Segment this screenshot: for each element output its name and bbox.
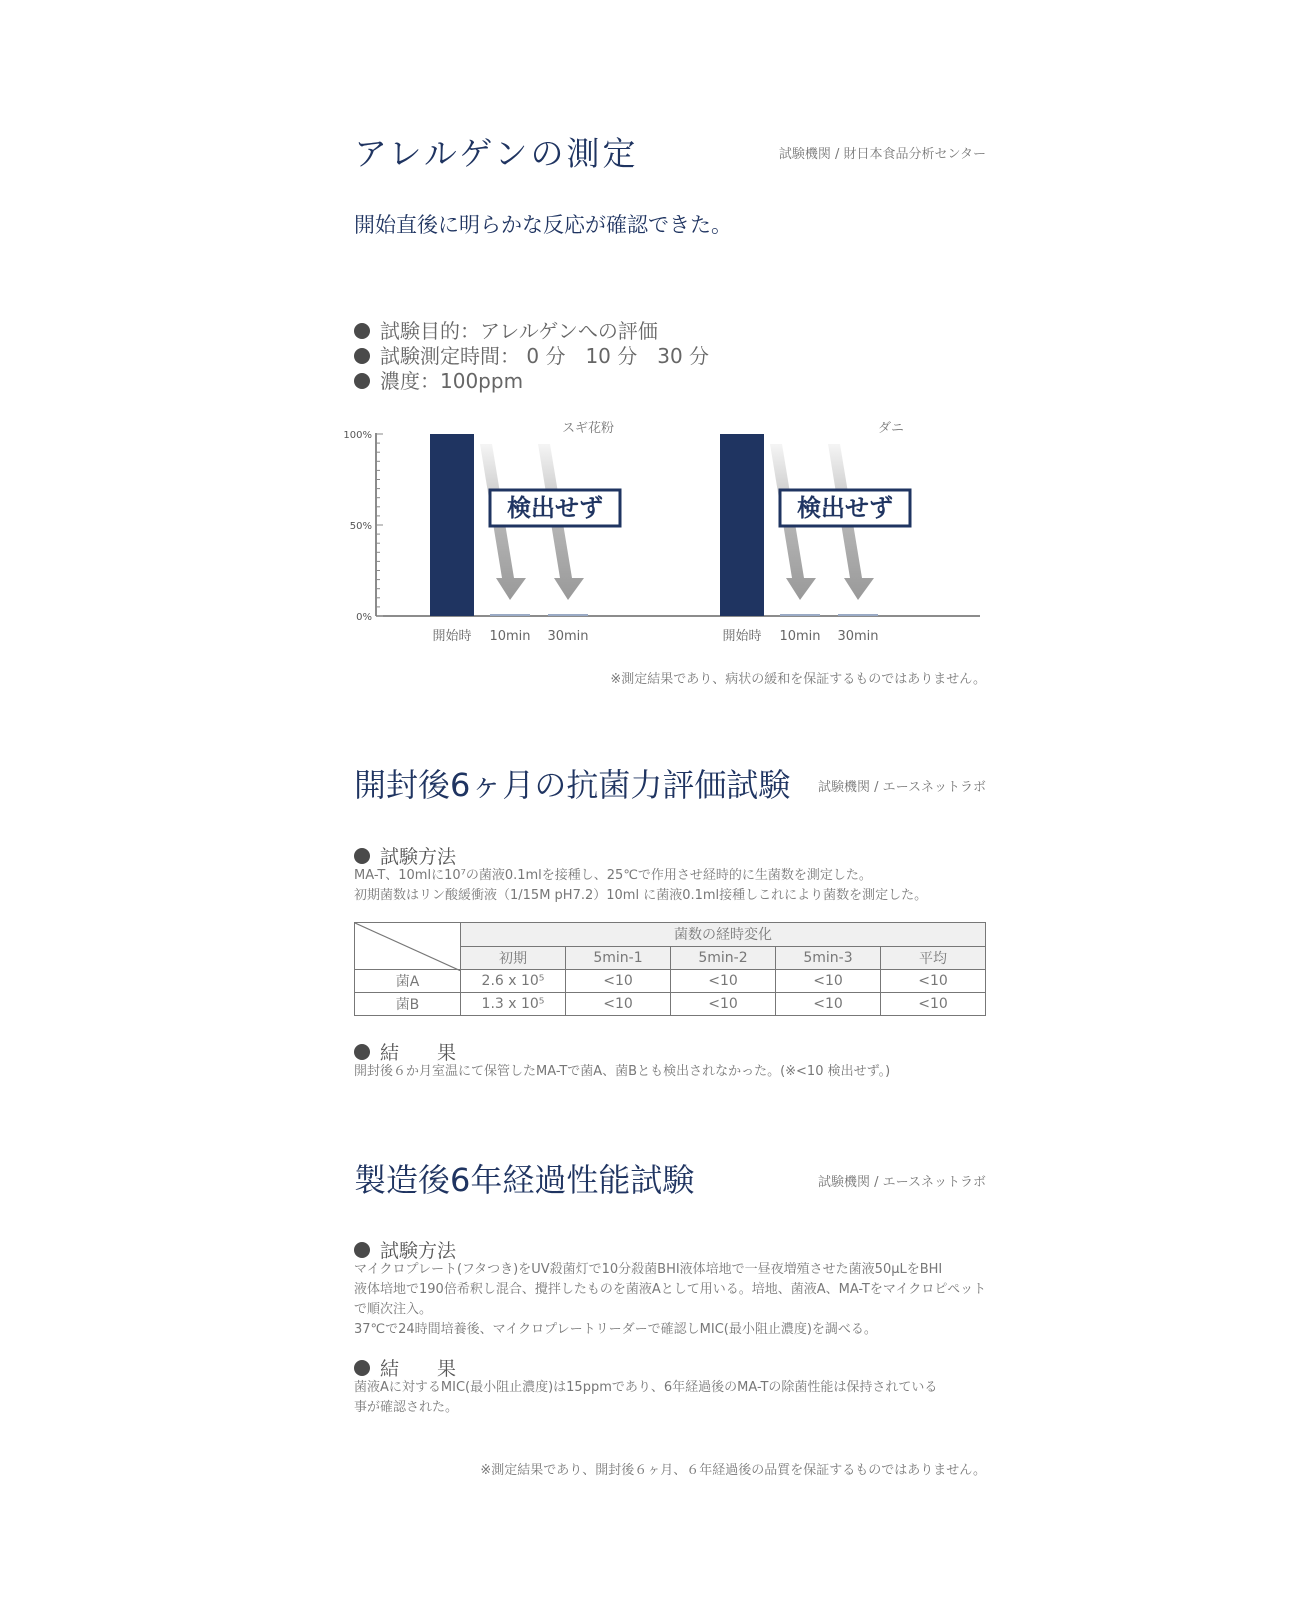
sixyear-method-heading [354, 1236, 456, 1263]
allergen-bullets [354, 319, 709, 394]
table-cell: <10 [881, 970, 986, 993]
bullet-text: 濃度：100ppm [380, 369, 524, 393]
bar [430, 434, 474, 616]
table-cell: <10 [881, 993, 986, 1016]
bullet-item [354, 344, 709, 369]
table-column-header: 5min-3 [776, 946, 881, 970]
sixyear-result-text [354, 1378, 937, 1418]
table-cell: <10 [566, 993, 671, 1016]
table-cell: <10 [776, 993, 881, 1016]
allergen-lead: 開始直後に明らかな反応が確認できた。 [354, 213, 732, 237]
table-cell: <10 [671, 970, 776, 993]
bullet-text: 試験目的：アレルゲンへの評価 [380, 319, 658, 343]
x-tick-label: 開始時 [722, 629, 762, 644]
bullet-dot-icon [354, 323, 370, 339]
method-line: MA-T、10mlに10⁷の菌液0.1mlを接種し、25℃で作用させ経時的に生菌数を測定した。 [354, 868, 872, 883]
method-line: で順次注入。 [354, 1302, 433, 1317]
x-tick-label: 10min [779, 629, 821, 644]
x-tick-label: 10min [489, 629, 531, 644]
y-tick-label: 50% [349, 521, 372, 532]
bacteria-table-wrap [354, 922, 986, 1016]
table-column-header: 初期 [461, 946, 566, 970]
table-column-header: 平均 [881, 946, 986, 970]
sixyear-note: ※測定結果であり、開封後６ヶ月、６年経過後の品質を保証するものではありません。 [480, 1463, 986, 1478]
sixyear-result-heading [354, 1354, 456, 1381]
bar [720, 434, 764, 616]
table-row [355, 970, 986, 993]
allergen-chart [340, 420, 1000, 650]
table-column-header: 5min-2 [671, 946, 776, 970]
sixyear-method-text [354, 1260, 986, 1340]
bacteria-table [354, 922, 986, 1016]
method-line: 初期菌数はリン酸緩衝液（1/15M pH7.2）10ml に菌液0.1ml接種しこれにより菌数を測定した。 [354, 888, 928, 903]
y-tick-label: 100% [343, 430, 372, 441]
x-tick-label: 開始時 [432, 629, 472, 644]
table-cell: 2.6 x 10⁵ [461, 970, 566, 993]
table-row [355, 993, 986, 1016]
bullet-text: 試験測定時間： 0 分 10 分 30 分 [380, 344, 710, 368]
bullet-item [354, 319, 709, 344]
table-cell: 1.3 x 10⁵ [461, 993, 566, 1016]
bullet-dot-icon [354, 848, 370, 864]
table-row-label: 菌A [355, 970, 461, 993]
allergen-org: 試験機関 / 財日本食品分析センター [778, 147, 986, 162]
table-column-header: 5min-1 [566, 946, 671, 970]
y-tick-label: 0% [356, 612, 372, 623]
table-row-label: 菌B [355, 993, 461, 1016]
antibac-result-heading [354, 1038, 456, 1065]
no-detection-badge-label: 検出せず [797, 494, 893, 522]
table-cell: <10 [566, 970, 671, 993]
antibac-result-text: 開封後６か月室温にて保管したMA-Tで菌A、菌Bとも検出されなかった。(※<10 検出せず。) [354, 1064, 891, 1079]
antibac-title: 開封後6ヶ月の抗菌力評価試験 [354, 766, 791, 804]
bar [490, 614, 530, 616]
antibac-org: 試験機関 / エースネットラボ [818, 780, 986, 795]
method-label: 試験方法 [380, 846, 457, 868]
bar [548, 614, 588, 616]
x-tick-label: 30min [837, 629, 879, 644]
bar [838, 614, 878, 616]
bullet-item [354, 369, 709, 394]
method-line: マイクロプレート(フタつき)をUV殺菌灯で10分殺菌BHI液体培地で一昼夜増殖させた菌液50µLをBHI [354, 1262, 943, 1277]
bullet-dot-icon [354, 348, 370, 364]
allergen-title: アレルゲンの測定 [354, 134, 639, 173]
result-label: 結 果 [380, 1042, 457, 1064]
sixyear-title: 製造後6年経過性能試験 [354, 1161, 695, 1199]
series-label: ダニ [877, 421, 904, 436]
bullet-dot-icon [354, 1360, 370, 1376]
antibac-method-text [354, 866, 927, 906]
result-label: 結 果 [380, 1358, 457, 1380]
bullet-dot-icon [354, 373, 370, 389]
allergen-note: ※測定結果であり、病状の緩和を保証するものではありません。 [610, 672, 986, 687]
method-line: 37℃で24時間培養後、マイクロプレートリーダーで確認しMIC(最小阻止濃度)を調べる。 [354, 1322, 877, 1337]
diagonal-line [355, 923, 461, 971]
bullet-dot-icon [354, 1044, 370, 1060]
result-line: 菌液Aに対するMIC(最小阻止濃度)は15ppmであり、6年経過後のMA-Tの除菌性能は保持されている [354, 1380, 938, 1395]
method-label: 試験方法 [380, 1240, 457, 1262]
table-cell: <10 [671, 993, 776, 1016]
table-group-header: 菌数の経時変化 [461, 923, 986, 947]
method-line: 液体培地で190倍希釈し混合、攪拌したものを菌液Aとして用いる。培地、菌液A、MA-Tをマイクロピペット [354, 1282, 987, 1297]
no-detection-badge-label: 検出せず [507, 494, 603, 522]
result-line: 事が確認された。 [354, 1400, 459, 1415]
sixyear-org: 試験機関 / エースネットラボ [818, 1175, 986, 1190]
bullet-dot-icon [354, 1242, 370, 1258]
series-label: スギ花粉 [561, 421, 614, 436]
x-tick-label: 30min [547, 629, 589, 644]
table-cell: <10 [776, 970, 881, 993]
bar [780, 614, 820, 616]
antibac-method-heading [354, 842, 456, 869]
table-corner-cell [355, 923, 461, 970]
